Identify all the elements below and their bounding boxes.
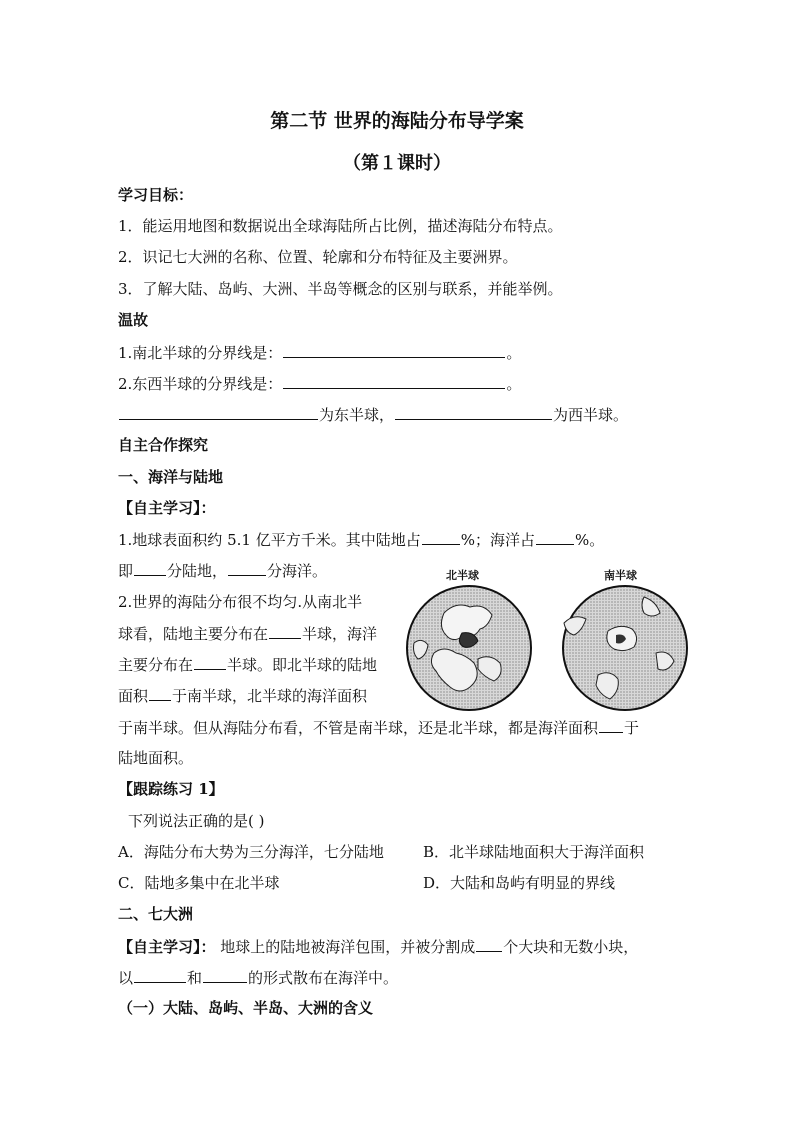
text-segment: 的形式散布在海洋中。 bbox=[248, 969, 399, 987]
text-segment: 半球。即北半球的陆地 bbox=[227, 656, 378, 674]
south-globe-icon bbox=[560, 583, 690, 713]
south-hemisphere-label: 南半球 bbox=[604, 569, 637, 582]
explore-paragraph-6 bbox=[118, 686, 367, 705]
text-segment: 主要分布在 bbox=[118, 656, 194, 674]
practice-heading: 【跟踪练习 1】 bbox=[118, 780, 224, 798]
end-mark: 。 bbox=[506, 344, 522, 362]
text-segment: %。 bbox=[574, 531, 605, 549]
text-segment: 面积 bbox=[118, 687, 149, 705]
review-q1-prefix: 1.南北半球的分界线是： bbox=[118, 344, 283, 362]
answer-blank[interactable] bbox=[283, 374, 505, 389]
answer-blank[interactable] bbox=[283, 343, 505, 358]
section-2-heading: 二、七大洲 bbox=[118, 905, 194, 923]
text-segment: 于南半球。但从海陆分布看，不管是南半球，还是北半球，都是海洋面积 bbox=[118, 719, 599, 737]
answer-blank[interactable] bbox=[134, 968, 186, 983]
text-segment: 球看，陆地主要分布在 bbox=[118, 625, 269, 643]
answer-blank[interactable] bbox=[228, 561, 266, 576]
north-globe-icon bbox=[404, 583, 534, 713]
self-study-label: 【自主学习】： bbox=[118, 499, 216, 517]
text-segment: 半球，海洋 bbox=[302, 625, 378, 643]
review-question-1 bbox=[118, 343, 521, 362]
option-a[interactable]: A．海陆分布大势为三分海洋，七分陆地 bbox=[118, 843, 384, 861]
text-segment: 个大块和无数小块， bbox=[503, 938, 639, 956]
answer-blank[interactable] bbox=[395, 405, 552, 420]
review-heading: 温故 bbox=[118, 311, 149, 329]
answer-blank[interactable] bbox=[134, 561, 166, 576]
option-c[interactable]: C．陆地多集中在北半球 bbox=[118, 874, 280, 892]
answer-blank[interactable] bbox=[203, 968, 247, 983]
section-1-heading: 一、海洋与陆地 bbox=[118, 468, 224, 486]
section-2-paragraph-2 bbox=[118, 968, 398, 987]
text-segment: 于 bbox=[624, 719, 640, 737]
section-2-paragraph-1 bbox=[118, 937, 638, 956]
answer-blank[interactable] bbox=[536, 530, 574, 545]
explore-paragraph-1 bbox=[118, 530, 604, 549]
answer-blank[interactable] bbox=[119, 405, 318, 420]
end-mark: 。 bbox=[506, 375, 522, 393]
review-q2-prefix: 2.东西半球的分界线是： bbox=[118, 375, 283, 393]
answer-blank[interactable] bbox=[422, 530, 460, 545]
text-segment: %；海洋占 bbox=[460, 531, 535, 549]
text-segment: 即 bbox=[118, 562, 134, 580]
answer-blank[interactable] bbox=[476, 937, 502, 952]
north-hemisphere-label: 北半球 bbox=[446, 569, 479, 582]
objectives-heading: 学习目标： bbox=[118, 186, 194, 204]
explore-paragraph-5 bbox=[118, 655, 377, 674]
text-segment: 1.地球表面积约 5.1 亿平方千米。其中陆地占 bbox=[118, 531, 421, 549]
explore-paragraph-8: 陆地面积。 bbox=[118, 749, 194, 767]
self-study-label: 【自主学习】： bbox=[118, 938, 216, 956]
explore-heading: 自主合作探究 bbox=[118, 436, 209, 454]
explore-paragraph-3: 2.世界的海陆分布很不均匀.从南北半 bbox=[118, 593, 363, 611]
page-subtitle: （第１课时） bbox=[343, 153, 451, 174]
explore-paragraph-2 bbox=[118, 561, 327, 580]
review-q3-mid: 为东半球， bbox=[319, 406, 395, 424]
north-hemisphere-map bbox=[404, 565, 534, 713]
explore-paragraph-4 bbox=[118, 624, 377, 643]
review-question-3 bbox=[118, 405, 628, 424]
review-q3-end: 为西半球。 bbox=[553, 406, 629, 424]
text-segment: 以 bbox=[118, 969, 134, 987]
answer-blank[interactable] bbox=[269, 624, 301, 639]
text-segment: 分海洋。 bbox=[267, 562, 328, 580]
south-hemisphere-map bbox=[560, 565, 690, 713]
answer-blank[interactable] bbox=[149, 686, 171, 701]
page-title: 第二节 世界的海陆分布导学案 bbox=[270, 110, 524, 132]
objective-item-3: 3．了解大陆、岛屿、大洲、半岛等概念的区别与联系，并能举例。 bbox=[118, 280, 563, 298]
subsection-1-heading: （一）大陆、岛屿、半岛、大洲的含义 bbox=[118, 999, 374, 1017]
review-question-2 bbox=[118, 374, 521, 393]
answer-blank[interactable] bbox=[194, 655, 226, 670]
text-segment: 分陆地， bbox=[167, 562, 228, 580]
text-segment: 于南半球，北半球的海洋面积 bbox=[172, 687, 368, 705]
text-segment: 地球上的陆地被海洋包围，并被分割成 bbox=[215, 938, 476, 956]
option-d[interactable]: D．大陆和岛屿有明显的界线 bbox=[423, 874, 616, 892]
option-b[interactable]: B．北半球陆地面积大于海洋面积 bbox=[423, 843, 645, 861]
practice-question: 下列说法正确的是( ) bbox=[128, 812, 265, 830]
answer-blank[interactable] bbox=[599, 718, 623, 733]
explore-paragraph-7 bbox=[118, 718, 639, 737]
objective-item-2: 2．识记七大洲的名称、位置、轮廓和分布特征及主要洲界。 bbox=[118, 248, 518, 266]
text-segment: 和 bbox=[187, 969, 203, 987]
objective-item-1: 1．能运用地图和数据说出全球海陆所占比例，描述海陆分布特点。 bbox=[118, 217, 563, 235]
